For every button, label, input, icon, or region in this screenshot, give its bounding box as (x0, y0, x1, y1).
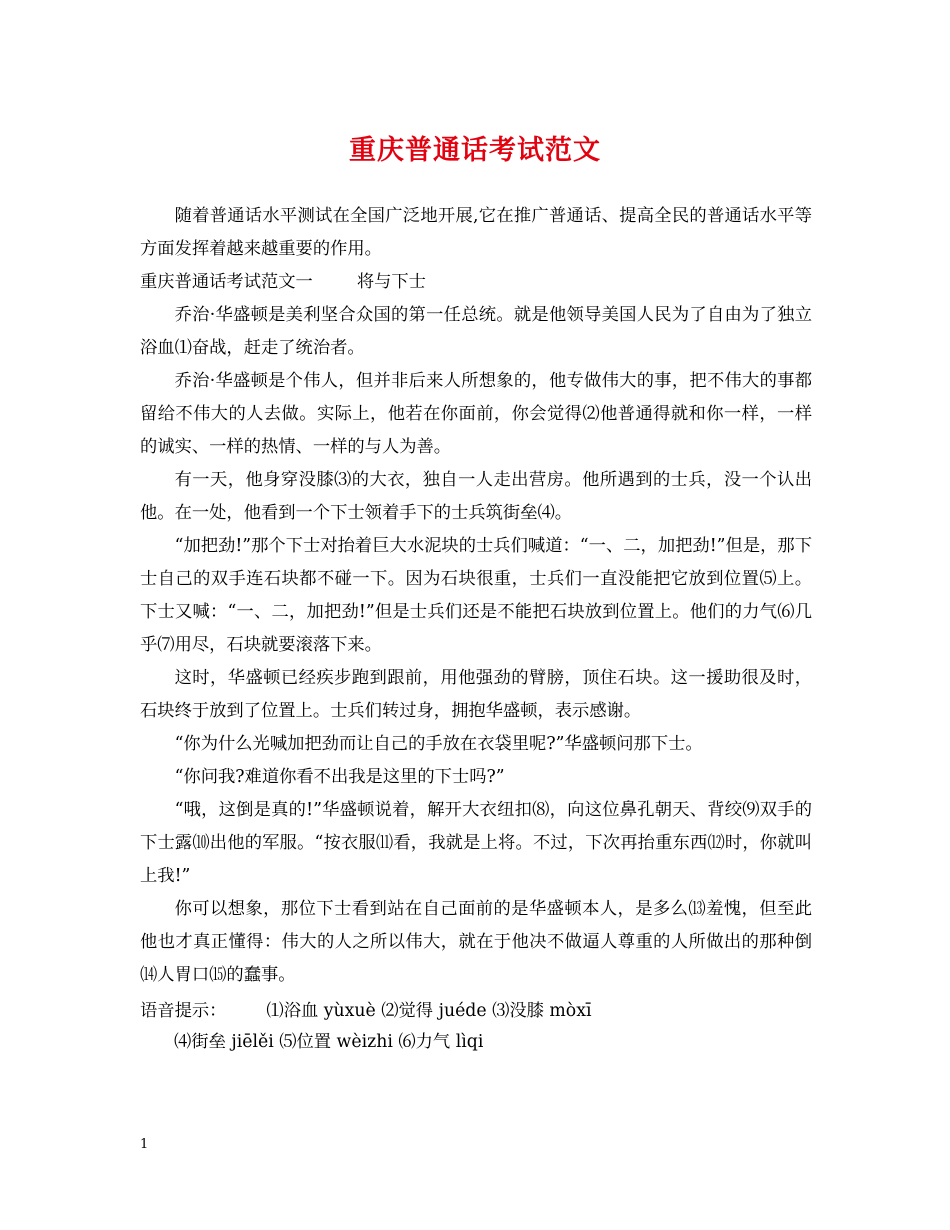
pinyin-hint-label: 语音提示： (140, 1001, 227, 1021)
intro-paragraph: 随着普通话水平测试在全国广泛地开展,它在推广普通话、提高全民的普通话水平等方面发挥着越来越重要的作用。 (140, 206, 812, 259)
pinyin-hint-line-1: ⑴浴血 yùxuè ⑵觉得 juéde ⑶没膝 mòxī (266, 1001, 592, 1021)
story-paragraph: “哦，这倒是真的!”华盛顿说着，解开大衣纽扣⑻，向这位鼻孔朝天、背绞⑼双手的下士露⑽出他的军服。“按衣服⑾看，我就是上将。不过，下次再抬重东西⑿时，你就叫上我!” (140, 800, 812, 886)
story-title: 将与下士 (356, 272, 426, 292)
story-paragraph: 这时，华盛顿已经疾步跑到跟前，用他强劲的臂膀，顶住石块。这一援助很及时，石块终于放到了位置上。士兵们转过身，拥抱华盛顿，表示感谢。 (140, 668, 812, 721)
story-paragraph: 有一天，他身穿没膝⑶的大衣，独自一人走出营房。他所遇到的士兵，没一个认出他。在一处，他看到一个下士领着手下的士兵筑街垒⑷。 (140, 470, 812, 523)
story-paragraph: “加把劲!”那个下士对抬着巨大水泥块的士兵们喊道：“一、二，加把劲!”但是，那下士自己的双手连石块都不碰一下。因为石块很重，士兵们一直没能把它放到位置⑸上。下士又喊：“一、二，加把劲!”但是士兵们还是不能把石块放到位置上。他们的力气⑹几乎⑺用尽，石块就要滚落下来。 (140, 536, 812, 655)
pinyin-hint-line (140, 996, 812, 1027)
pinyin-hint-line-2: ⑷街垒 jiēlěi ⑸位置 wèizhi ⑹力气 lìqi (174, 1032, 484, 1052)
document-title: 重庆普通话考试范文 (349, 135, 601, 166)
subheading-label: 重庆普通话考试范文一 (140, 272, 313, 292)
story-paragraph: 乔治·华盛顿是美利坚合众国的第一任总统。就是他领导美国人民为了自由为了独立浴血⑴奋战，赶走了统治者。 (140, 305, 812, 358)
story-paragraph: 你可以想象，那位下士看到站在自己面前的是华盛顿本人，是多么⒀羞愧，但至此他也才真正懂得：伟大的人之所以伟大，就在于他决不做逼人尊重的人所做出的那种倒⒁人胃口⒂的蠢事。 (140, 899, 812, 985)
story-paragraph: 乔治·华盛顿是个伟人，但并非后来人所想象的，他专做伟大的事，把不伟大的事都留给不伟大的人去做。实际上，他若在你面前，你会觉得⑵他普通得就和你一样，一样的诚实、一样的热情、一样的与人为善。 (140, 371, 812, 457)
section-subheading (140, 266, 812, 299)
pinyin-hints (140, 996, 812, 1058)
page-number: 1 (140, 1137, 149, 1152)
story-paragraph: “你为什么光喊加把劲而让自己的手放在衣袋里呢?”华盛顿问那下士。 (174, 734, 703, 754)
document-body (140, 200, 812, 1058)
story-paragraph: “你问我?难道你看不出我是这里的下士吗?” (174, 767, 505, 787)
